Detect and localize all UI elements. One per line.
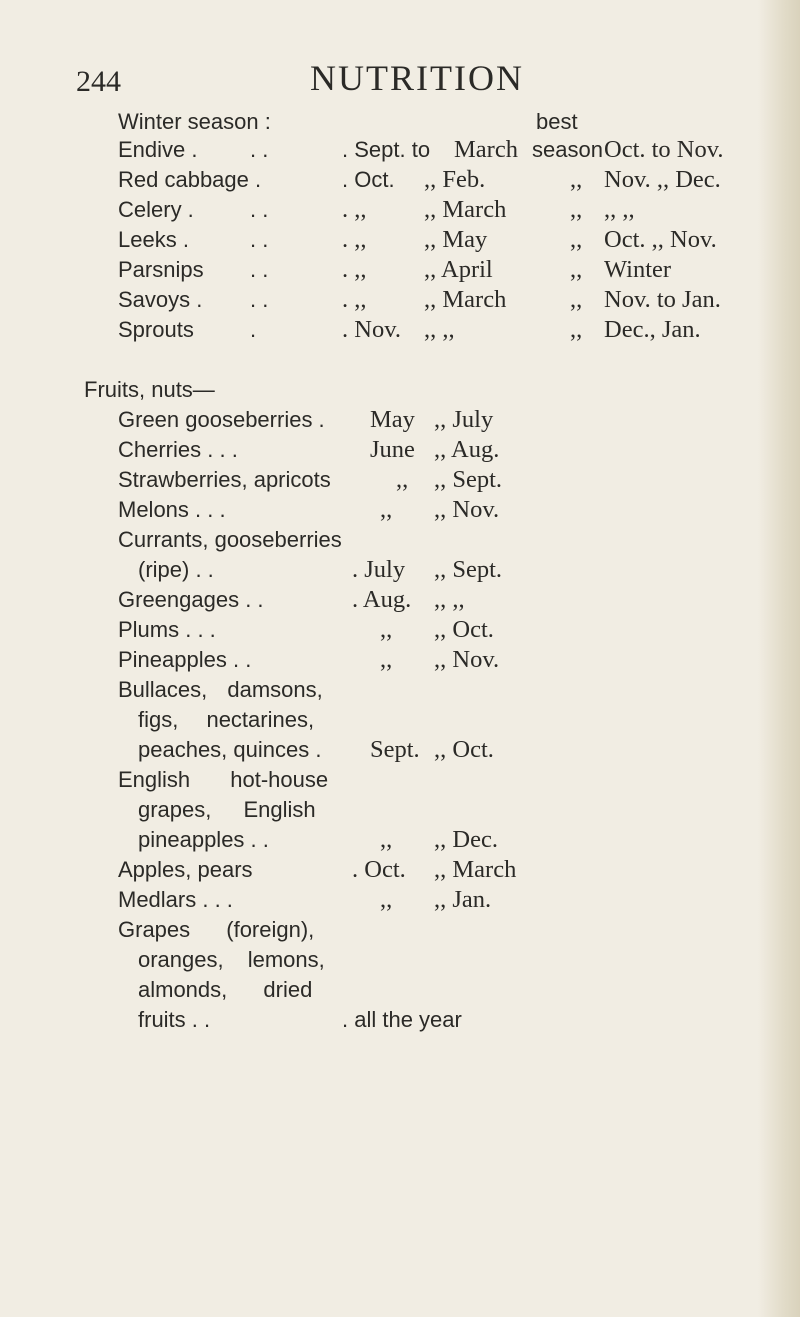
ditto-mark: ,, bbox=[570, 166, 583, 193]
season-to: ,, Oct. bbox=[434, 736, 494, 763]
fruit-name: Plums . . . bbox=[118, 617, 216, 642]
fruit-name: pineapples . . bbox=[138, 827, 269, 852]
season-from: ,, bbox=[380, 886, 393, 913]
table-row bbox=[118, 404, 678, 436]
fruits-header bbox=[84, 374, 484, 406]
table-row bbox=[118, 1004, 678, 1036]
season-from: ,, bbox=[380, 826, 393, 853]
page-number: 244 bbox=[76, 65, 121, 98]
table-row bbox=[118, 704, 678, 736]
vegetable-name: Red cabbage . bbox=[118, 167, 262, 192]
season-to: ,, Jan. bbox=[434, 886, 492, 913]
leader-dots: . . bbox=[250, 257, 269, 282]
table-row bbox=[118, 494, 678, 526]
leader-dots: . bbox=[250, 317, 257, 342]
season-to: ,, Dec. bbox=[434, 826, 498, 853]
season-to: ,, March bbox=[424, 286, 507, 313]
best-season: ,, ,, bbox=[604, 196, 635, 223]
table-row bbox=[118, 164, 768, 196]
table-row bbox=[118, 734, 678, 766]
table-row bbox=[118, 794, 678, 826]
vegetable-name: Sprouts bbox=[118, 317, 194, 342]
vegetable-name: Savoys . bbox=[118, 287, 203, 312]
table-row bbox=[118, 524, 678, 556]
fruit-name: English hot-house bbox=[118, 767, 329, 792]
season-to: ,, July bbox=[434, 406, 494, 433]
fruit-name: grapes, English bbox=[138, 797, 316, 822]
fruit-name: Green gooseberries . bbox=[118, 407, 325, 432]
table-row bbox=[118, 134, 768, 166]
season-from: . ,, bbox=[342, 256, 367, 283]
best-season: Nov. to Jan. bbox=[604, 286, 721, 313]
vegetable-name: Leeks . bbox=[118, 227, 189, 252]
best-season: Nov. ,, Dec. bbox=[604, 166, 721, 193]
table-row bbox=[118, 554, 678, 586]
ditto-mark: ,, bbox=[570, 226, 583, 253]
leader-dots: . . bbox=[250, 137, 269, 162]
table-row bbox=[118, 614, 678, 646]
table-row bbox=[118, 644, 678, 676]
ditto-mark: ,, bbox=[570, 286, 583, 313]
season-from: . Sept. to bbox=[342, 137, 431, 162]
fruit-name: Greengages . . bbox=[118, 587, 264, 612]
table-row bbox=[118, 584, 678, 616]
season-from: . Oct. bbox=[352, 856, 406, 883]
season-to: ,, Nov. bbox=[434, 646, 500, 673]
table-row bbox=[118, 434, 678, 466]
fruit-name: fruits . . bbox=[138, 1007, 211, 1032]
season-to: ,, Sept. bbox=[434, 466, 503, 493]
season-to: ,, Nov. bbox=[434, 496, 500, 523]
season-from: May bbox=[370, 406, 415, 433]
best-season: Oct. ,, Nov. bbox=[604, 226, 717, 253]
season-from: . all the year bbox=[342, 1007, 462, 1032]
season-from: ,, bbox=[380, 646, 393, 673]
fruit-name: Bullaces, damsons, bbox=[118, 677, 323, 702]
season-to: ,, Aug. bbox=[434, 436, 500, 463]
season-to: ,, Sept. bbox=[434, 556, 503, 583]
season-from: . Nov. bbox=[342, 316, 401, 343]
season-from: ,, bbox=[380, 616, 393, 643]
vegetable-name: Celery . bbox=[118, 197, 194, 222]
season-to: ,, March bbox=[424, 196, 507, 223]
season-to: March bbox=[454, 136, 518, 163]
season-from: . Aug. bbox=[352, 586, 412, 613]
best-season: Winter bbox=[604, 256, 672, 283]
fruit-name: figs, nectarines, bbox=[138, 707, 315, 732]
leader-dots: . . bbox=[250, 227, 269, 252]
fruit-name: Cherries . . . bbox=[118, 437, 238, 462]
table-row bbox=[118, 464, 678, 496]
season-from: . ,, bbox=[342, 226, 367, 253]
best-season: Dec., Jan. bbox=[604, 316, 701, 343]
ditto-mark: season bbox=[532, 137, 603, 162]
table-row bbox=[118, 884, 678, 916]
best-season: Oct. to Nov. bbox=[604, 136, 724, 163]
fruit-name: Pineapples . . bbox=[118, 647, 252, 672]
season-from: . ,, bbox=[342, 196, 367, 223]
table-row bbox=[118, 194, 768, 226]
table-row bbox=[118, 974, 678, 1006]
season-to: ,, ,, bbox=[424, 316, 455, 343]
running-head: NUTRITION bbox=[310, 58, 524, 98]
table-row bbox=[118, 824, 678, 856]
table-row bbox=[118, 764, 678, 796]
leader-dots: . . bbox=[250, 287, 269, 312]
season-from: ,, bbox=[396, 466, 409, 493]
winter-heading: Winter season : bbox=[118, 109, 271, 134]
season-to: ,, March bbox=[434, 856, 517, 883]
fruit-name: (ripe) . . bbox=[138, 557, 214, 582]
season-from: June bbox=[370, 436, 415, 463]
season-to: ,, May bbox=[424, 226, 488, 253]
season-from: Sept. bbox=[370, 736, 420, 763]
fruit-name: oranges, lemons, bbox=[138, 947, 325, 972]
table-row bbox=[118, 284, 768, 316]
table-row bbox=[118, 254, 768, 286]
leader-dots: . . bbox=[250, 197, 269, 222]
fruit-name: almonds, dried bbox=[138, 977, 313, 1002]
fruit-name: Grapes (foreign), bbox=[118, 917, 315, 942]
season-from: ,, bbox=[380, 496, 393, 523]
fruits-heading: Fruits, nuts— bbox=[84, 377, 215, 402]
season-from: . ,, bbox=[342, 286, 367, 313]
table-row bbox=[118, 674, 678, 706]
vegetable-name: Parsnips bbox=[118, 257, 204, 282]
season-from: . July bbox=[352, 556, 406, 583]
season-to: ,, Oct. bbox=[434, 616, 494, 643]
table-row bbox=[118, 854, 678, 886]
best-heading: best bbox=[536, 109, 578, 134]
ditto-mark: ,, bbox=[570, 316, 583, 343]
season-to: ,, Feb. bbox=[424, 166, 486, 193]
season-to: ,, April bbox=[424, 256, 493, 283]
table-row bbox=[118, 314, 768, 346]
fruit-name: Currants, gooseberries bbox=[118, 527, 342, 552]
table-row bbox=[118, 914, 678, 946]
ditto-mark: ,, bbox=[570, 256, 583, 283]
table-row bbox=[118, 224, 768, 256]
table-row bbox=[118, 944, 678, 976]
fruit-name: Medlars . . . bbox=[118, 887, 233, 912]
fruit-name: Melons . . . bbox=[118, 497, 226, 522]
fruit-name: Apples, pears bbox=[118, 857, 253, 882]
season-to: ,, ,, bbox=[434, 586, 465, 613]
season-from: . Oct. bbox=[342, 167, 395, 192]
vegetable-name: Endive . bbox=[118, 137, 198, 162]
fruit-name: Strawberries, apricots bbox=[118, 467, 331, 492]
ditto-mark: ,, bbox=[570, 196, 583, 223]
fruit-name: peaches, quinces . bbox=[138, 737, 322, 762]
